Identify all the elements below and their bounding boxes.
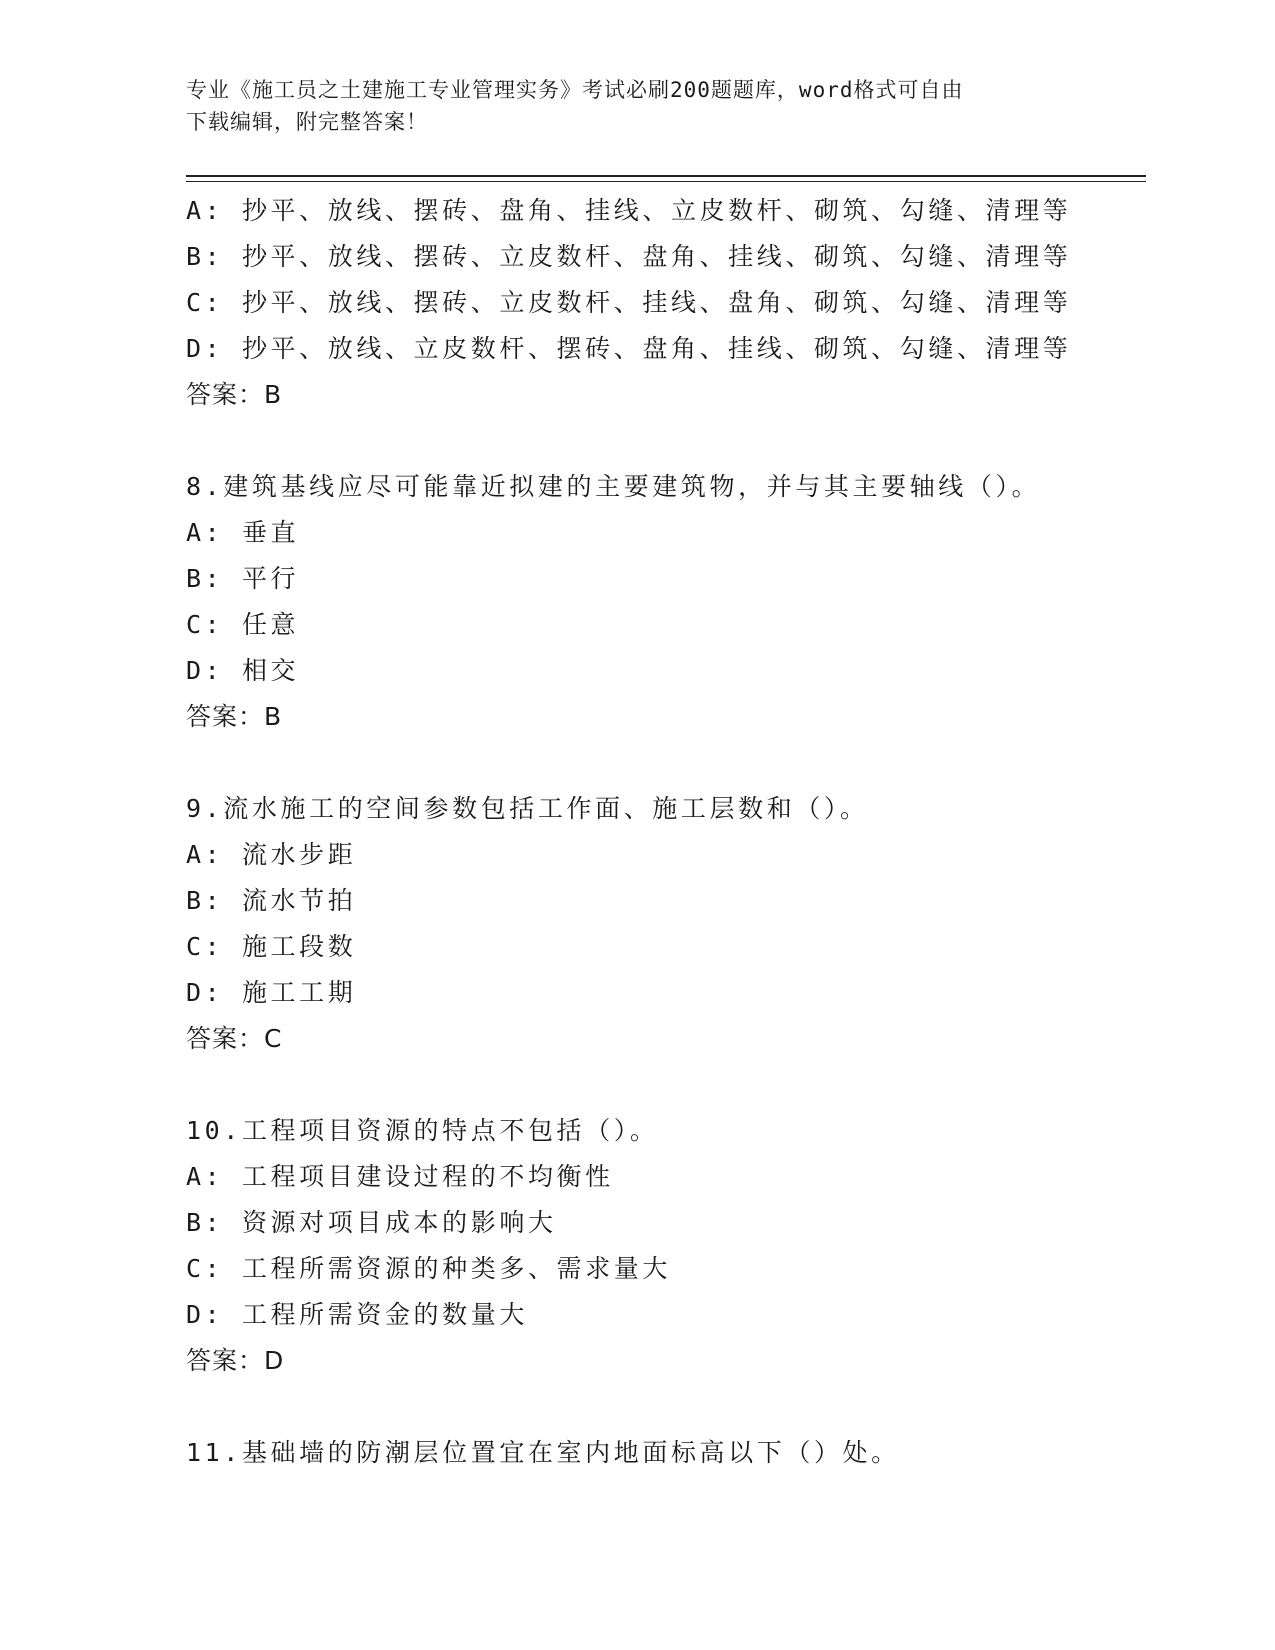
- option-d: D: 相交: [186, 656, 300, 685]
- question-7: [186, 188, 1146, 418]
- answer: 答案：B: [186, 702, 283, 731]
- option-d: D: 施工工期: [186, 978, 357, 1007]
- header-title-line1: 专业《施工员之土建施工专业管理实务》考试必刷200题题库，word格式可自由: [186, 78, 964, 102]
- question-text: 8.建筑基线应尽可能靠近拟建的主要建筑物，并与其主要轴线（）。: [186, 472, 1041, 501]
- question-10: [186, 1108, 1146, 1384]
- header-divider-thick: [186, 175, 1146, 177]
- option-d: D: 抄平、放线、立皮数杆、摆砖、盘角、挂线、砌筑、勾缝、清理等: [186, 334, 1072, 363]
- option-b: B: 平行: [186, 564, 300, 593]
- option-d: D: 工程所需资金的数量大: [186, 1300, 528, 1329]
- option-c: C: 抄平、放线、摆砖、立皮数杆、挂线、盘角、砌筑、勾缝、清理等: [186, 288, 1072, 317]
- header-title-line2: 下载编辑，附完整答案！: [186, 110, 428, 134]
- option-b: B: 资源对项目成本的影响大: [186, 1208, 557, 1237]
- option-a: A: 抄平、放线、摆砖、盘角、挂线、立皮数杆、砌筑、勾缝、清理等: [186, 196, 1072, 225]
- option-c: C: 任意: [186, 610, 300, 639]
- answer: 答案：B: [186, 380, 283, 409]
- question-9: [186, 786, 1146, 1062]
- question-8: [186, 464, 1146, 740]
- document-header: [186, 74, 1086, 138]
- header-divider-thin: [186, 181, 1146, 182]
- option-b: B: 流水节拍: [186, 886, 357, 915]
- answer: 答案：C: [186, 1024, 283, 1053]
- question-text: 11.基础墙的防潮层位置宜在室内地面标高以下（）处。: [186, 1438, 900, 1467]
- answer: 答案：D: [186, 1346, 285, 1375]
- question-11: [186, 1430, 1146, 1476]
- option-a: A: 工程项目建设过程的不均衡性: [186, 1162, 614, 1191]
- option-a: A: 垂直: [186, 518, 300, 547]
- question-list: [186, 188, 1146, 1476]
- option-b: B: 抄平、放线、摆砖、立皮数杆、盘角、挂线、砌筑、勾缝、清理等: [186, 242, 1072, 271]
- option-c: C: 工程所需资源的种类多、需求量大: [186, 1254, 671, 1283]
- option-a: A: 流水步距: [186, 840, 357, 869]
- question-text: 9.流水施工的空间参数包括工作面、施工层数和（）。: [186, 794, 869, 823]
- question-text: 10.工程项目资源的特点不包括（）。: [186, 1116, 659, 1145]
- option-c: C: 施工段数: [186, 932, 357, 961]
